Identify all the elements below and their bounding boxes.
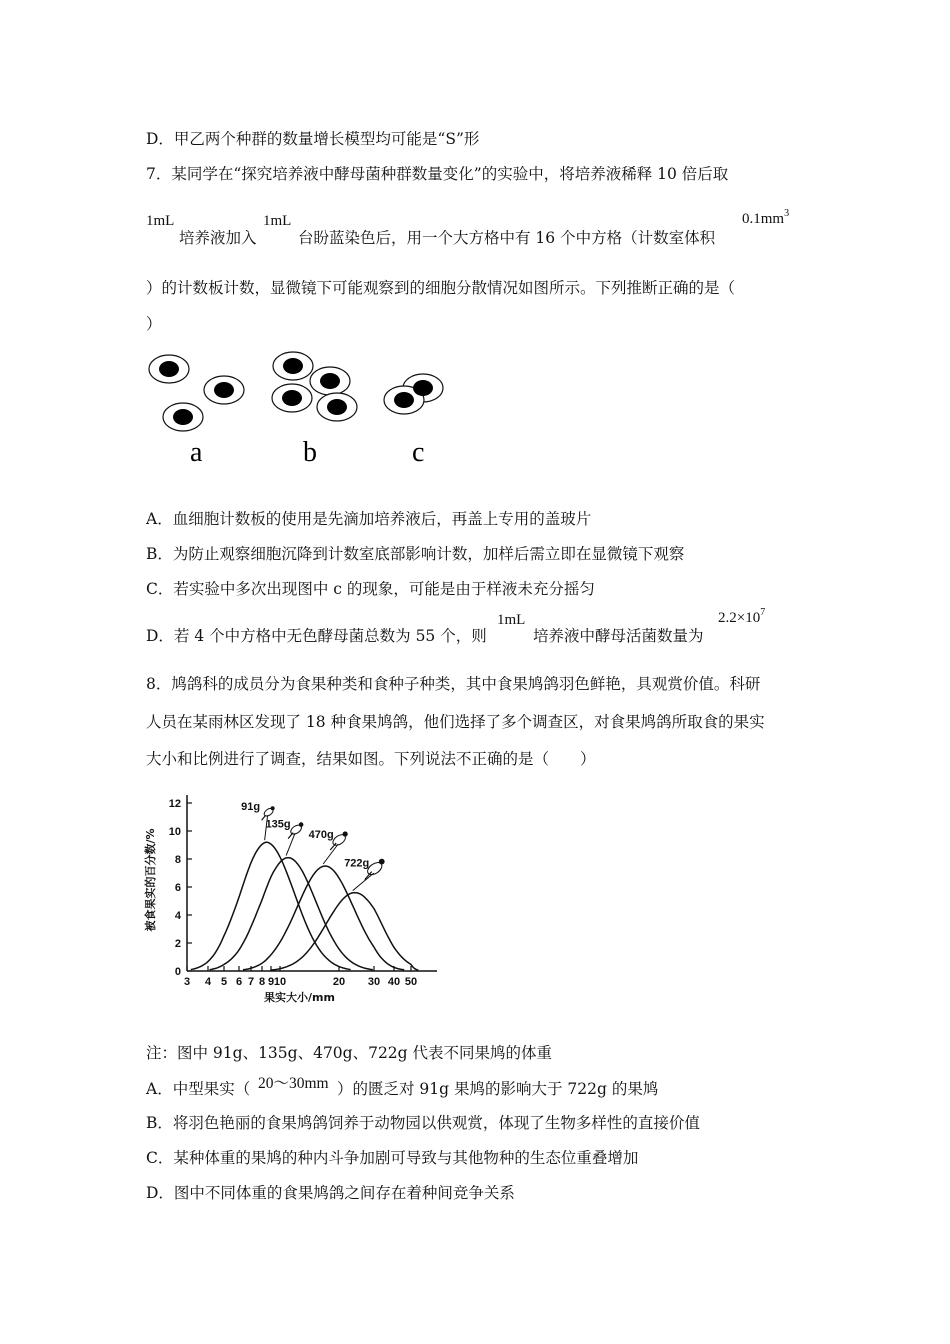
series-label-91g: 91g	[241, 801, 261, 814]
x-tick-label-8: 8	[258, 976, 266, 988]
y-tick-label-6: 6	[174, 882, 181, 894]
curve-722g	[270, 893, 418, 971]
chart-y-label: 被食果实的百分数/%	[144, 828, 157, 932]
q8-stem-line-1: 8．鸠鸽科的成员分为食果种类和食种子种类，其中食果鸠鸽羽色鲜艳，具观赏价值。科研	[146, 675, 761, 693]
series-label-135g: 135g	[265, 818, 291, 831]
x-tick-label-5: 5	[220, 976, 228, 988]
series-label-470g: 470g	[308, 829, 334, 841]
x-tick-label-9: 9	[267, 976, 275, 988]
y-tick-label-8: 8	[174, 854, 181, 866]
q7-stem-line-4: ）	[146, 315, 162, 333]
q8-option-d: D．图中不同体重的食果鸠鸽之间存在着种间竞争关系	[146, 1184, 515, 1202]
y-tick-label-0: 0	[174, 966, 181, 978]
x-tick-label-50: 50	[404, 976, 418, 988]
chart-x-label: 果实大小/mm	[264, 991, 335, 1004]
x-tick-label-6: 6	[235, 976, 243, 988]
q7-stem-line-2b: 台盼蓝染色后，用一个大方格中有 16 个中方格（计数室体积	[298, 229, 716, 247]
q6-option-d: D．甲乙两个种群的数量增长模型均可能是“S”形	[146, 130, 480, 148]
y-tick-label-2: 2	[174, 938, 181, 950]
series-label-722g: 722g	[344, 857, 370, 870]
x-tick-label-7: 7	[247, 976, 255, 988]
q7-stem-line-3: ）的计数板计数，显微镜下可能观察到的细胞分散情况如图所示。下列推断正确的是（	[146, 279, 736, 297]
q7-stem-line-1: 7．某同学在“探究培养液中酵母菌种群数量变化”的实验中，将培养液稀释 10 倍后取	[146, 165, 729, 183]
q7-unit-1: 1mL	[146, 213, 175, 229]
q7-option-d-unit: 1mL	[497, 612, 526, 628]
q7-option-d-part-2: 培养液中酵母活菌数量为	[533, 627, 704, 645]
y-tick-label-12: 12	[168, 798, 181, 810]
q7-option-d-value: $2.2\times 10^7$	[718, 607, 766, 626]
figure-label-a: a	[190, 437, 203, 468]
x-tick-label-4: 4	[204, 976, 212, 988]
q8-stem-line-3: 大小和比例进行了调查，结果如图。下列说法不正确的是（ ）	[146, 750, 596, 768]
q8-note: 注：图中 91g、135g、470g、722g 代表不同果鸠的体重	[146, 1044, 553, 1062]
y-tick-label-10: 10	[168, 826, 181, 838]
chart-series	[191, 801, 418, 970]
x-tick-label-10: 10	[273, 976, 287, 988]
figure-label-c: c	[412, 437, 425, 468]
x-tick-label-3: 3	[183, 976, 191, 988]
q7-unit-2: 1mL	[263, 213, 292, 229]
chart-x-ticks	[184, 966, 417, 988]
q8-option-a-part-2: ）的匮乏对 91g 果鸠的影响大于 722g 的果鸠	[337, 1080, 659, 1098]
q7-option-a: A．血细胞计数板的使用是先滴加培养液后，再盖上专用的盖玻片	[146, 510, 592, 528]
q7-stem-line-2a: 培养液加入	[179, 229, 257, 247]
q8-stem-line-2: 人员在某雨林区发现了 18 种食果鸠鸽，他们选择了多个调查区，对食果鸠鸽所取食的果实	[146, 713, 765, 731]
x-tick-label-20: 20	[332, 976, 346, 988]
q8-option-a-part-1: A．中型果实（	[146, 1080, 251, 1098]
curve-91g	[191, 842, 351, 969]
cell-distribution-figure	[140, 345, 460, 470]
chart-axes	[187, 795, 437, 971]
q7-volume: $0.1mm^3$	[742, 208, 790, 227]
x-tick-label-30: 30	[367, 976, 381, 988]
q8-option-b: B．将羽色艳丽的食果鸠鸽饲养于动物园以供观赏，体现了生物多样性的直接价值	[146, 1114, 700, 1132]
fruit-size-chart	[140, 785, 450, 1010]
q8-option-c: C．某种体重的果鸠的种内斗争加剧可导致与其他物种的生态位重叠增加	[146, 1149, 639, 1167]
q7-option-d-part-1: D．若 4 个中方格中无色酵母菌总数为 55 个，则	[146, 627, 487, 645]
y-tick-label-4: 4	[174, 910, 181, 922]
curve-135g	[210, 858, 373, 970]
figure-label-b: b	[303, 437, 317, 468]
q8-option-a-range: 20～30mm	[258, 1075, 329, 1092]
q7-option-b: B．为防止观察细胞沉降到计数室底部影响计数，加样后需立即在显微镜下观察	[146, 545, 685, 563]
q7-option-c: C．若实验中多次出现图中 c 的现象，可能是由于样液未充分摇匀	[146, 580, 595, 598]
x-tick-label-40: 40	[387, 976, 401, 988]
chart-y-ticks	[169, 798, 192, 978]
